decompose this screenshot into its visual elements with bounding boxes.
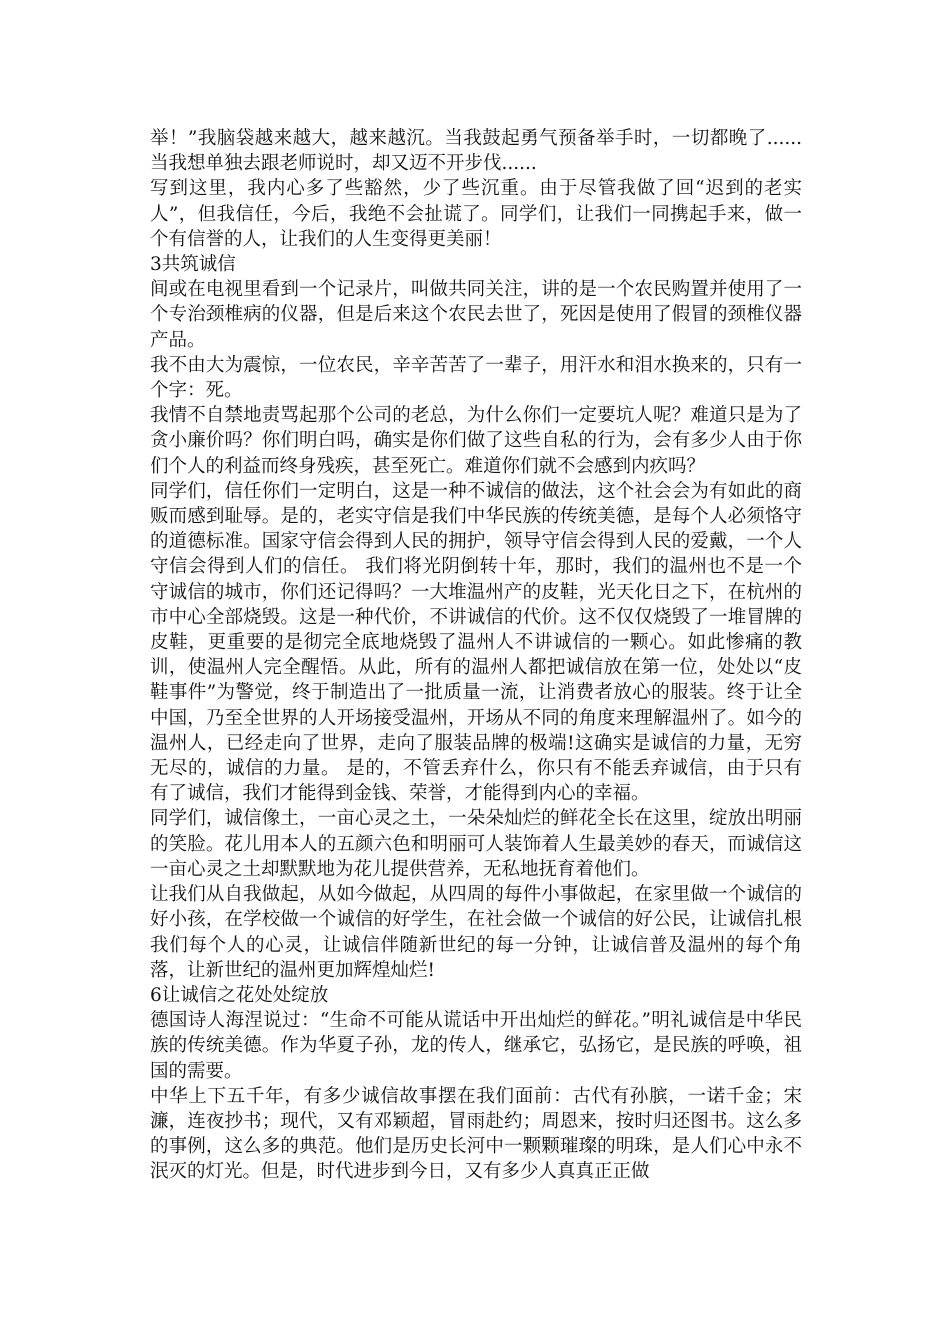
paragraph: 中华上下五千年，有多少诚信故事摆在我们面前：古代有孙膑，一诺千金；宋濂，连夜抄书；现代，又有邓颖超，冒雨赴约；周恩来，按时归还图书。这么多的事例，这么多的典范。他们是历史长河中一颗颗璀璨的明珠，是人们心中永不泯灭的灯光。但是，时代进步到今日，又有多少人真真正正做	[150, 1085, 802, 1183]
paragraph: 同学们，诚信像土，一亩心灵之土，一朵朵灿烂的鲜花全长在这里，绽放出明丽的笑脸。花儿用本人的五颜六色和明丽可人装饰着人生最美妙的春天，而诚信这一亩心灵之土却默默地为花儿提供营养，无私地抚育着他们。	[150, 808, 802, 880]
paragraph: 让我们从自我做起，从如今做起，从四周的每件小事做起，在家里做一个诚信的好小孩，在学校做一个诚信的好学生，在社会做一个诚信的好公民，让诚信扎根我们每个人的心灵，让诚信伴随新世纪的每一分钟，让诚信普及温州的每个角落，让新世纪的温州更加辉煌灿烂!	[150, 884, 802, 981]
paragraph: 我不由大为震惊，一位农民，辛辛苦苦了一辈子，用汗水和泪水换来的，只有一个字：死。	[150, 354, 802, 402]
paragraph: 德国诗人海涅说过：“生命不可能从谎话中开出灿烂的鲜花。”明礼诚信是中华民族的传统美德。作为华夏子孙，龙的传人，继承它，弘扬它，是民族的呼唤，祖国的需要。	[150, 1010, 802, 1082]
document-body	[150, 126, 802, 1185]
section-heading: 6让诚信之花处处绽放	[150, 984, 329, 1006]
paragraph: 我情不自禁地责骂起那个公司的老总，为什么你们一定要坑人呢？难道只是为了贪小廉价吗？你们明白吗，确实是你们做了这些自私的行为，会有多少人由于你们个人的利益而终身残疾，甚至死亡。难道你们就不会感到内疚吗？	[150, 405, 802, 477]
paragraph: 举！”我脑袋越来越大，越来越沉。当我鼓起勇气预备举手时，一切都晚了......当我想单独去跟老师说时，却又迈不开步伐......	[150, 128, 802, 175]
section-heading: 3共筑诚信	[150, 254, 236, 276]
paragraph: 同学们，信任你们一定明白，这是一种不诚信的做法，这个社会会为有如此的商贩而感到耻辱。是的，老实守信是我们中华民族的传统美德，是每个人必须恪守的道德标准。国家守信会得到人民的拥护，领导守信会得到人民的爱戴，一个人守信会得到人们的信任。 我们将光阴倒转十年，那时，我们的温州也不是一个守诚信的城市，你们还记得吗？一大堆温州产的皮鞋，光天化日之下，在杭州的市中心全部烧毁。这是一种代价，不讲诚信的代价。这不仅仅烧毁了一堆冒牌的皮鞋，更重要的是彻完全底地烧毁了温州人不讲诚信的一颗心。如此惨痛的教训，使温州人完全醒悟。从此，所有的温州人都把诚信放在第一位，处处以“皮鞋事件”为警觉，终于制造出了一批质量一流，让消费者放心的服装。终于让全中国，乃至全世界的人开场接受温州，开场从不同的角度来理解温州了。如今的温州人，已经走向了世界，走向了服装品牌的极端!这确实是诚信的力量，无穷无尽的，诚信的力量。 是的，不管丢弃什么，你只有不能丢弃诚信，由于只有有了诚信，我们才能得到金钱、荣誉，才能得到内心的幸福。	[150, 480, 802, 805]
paragraph: 写到这里，我内心多了些豁然，少了些沉重。由于尽管我做了回“迟到的老实人”，但我信任，今后，我绝不会扯谎了。同学们，让我们一同携起手来，做一个有信誉的人，让我们的人生变得更美丽！	[150, 178, 802, 250]
paragraph: 间或在电视里看到一个记录片，叫做共同关注，讲的是一个农民购置并使用了一个专治颈椎病的仪器，但是后来这个农民去世了，死因是使用了假冒的颈椎仪器产品。	[150, 279, 802, 351]
